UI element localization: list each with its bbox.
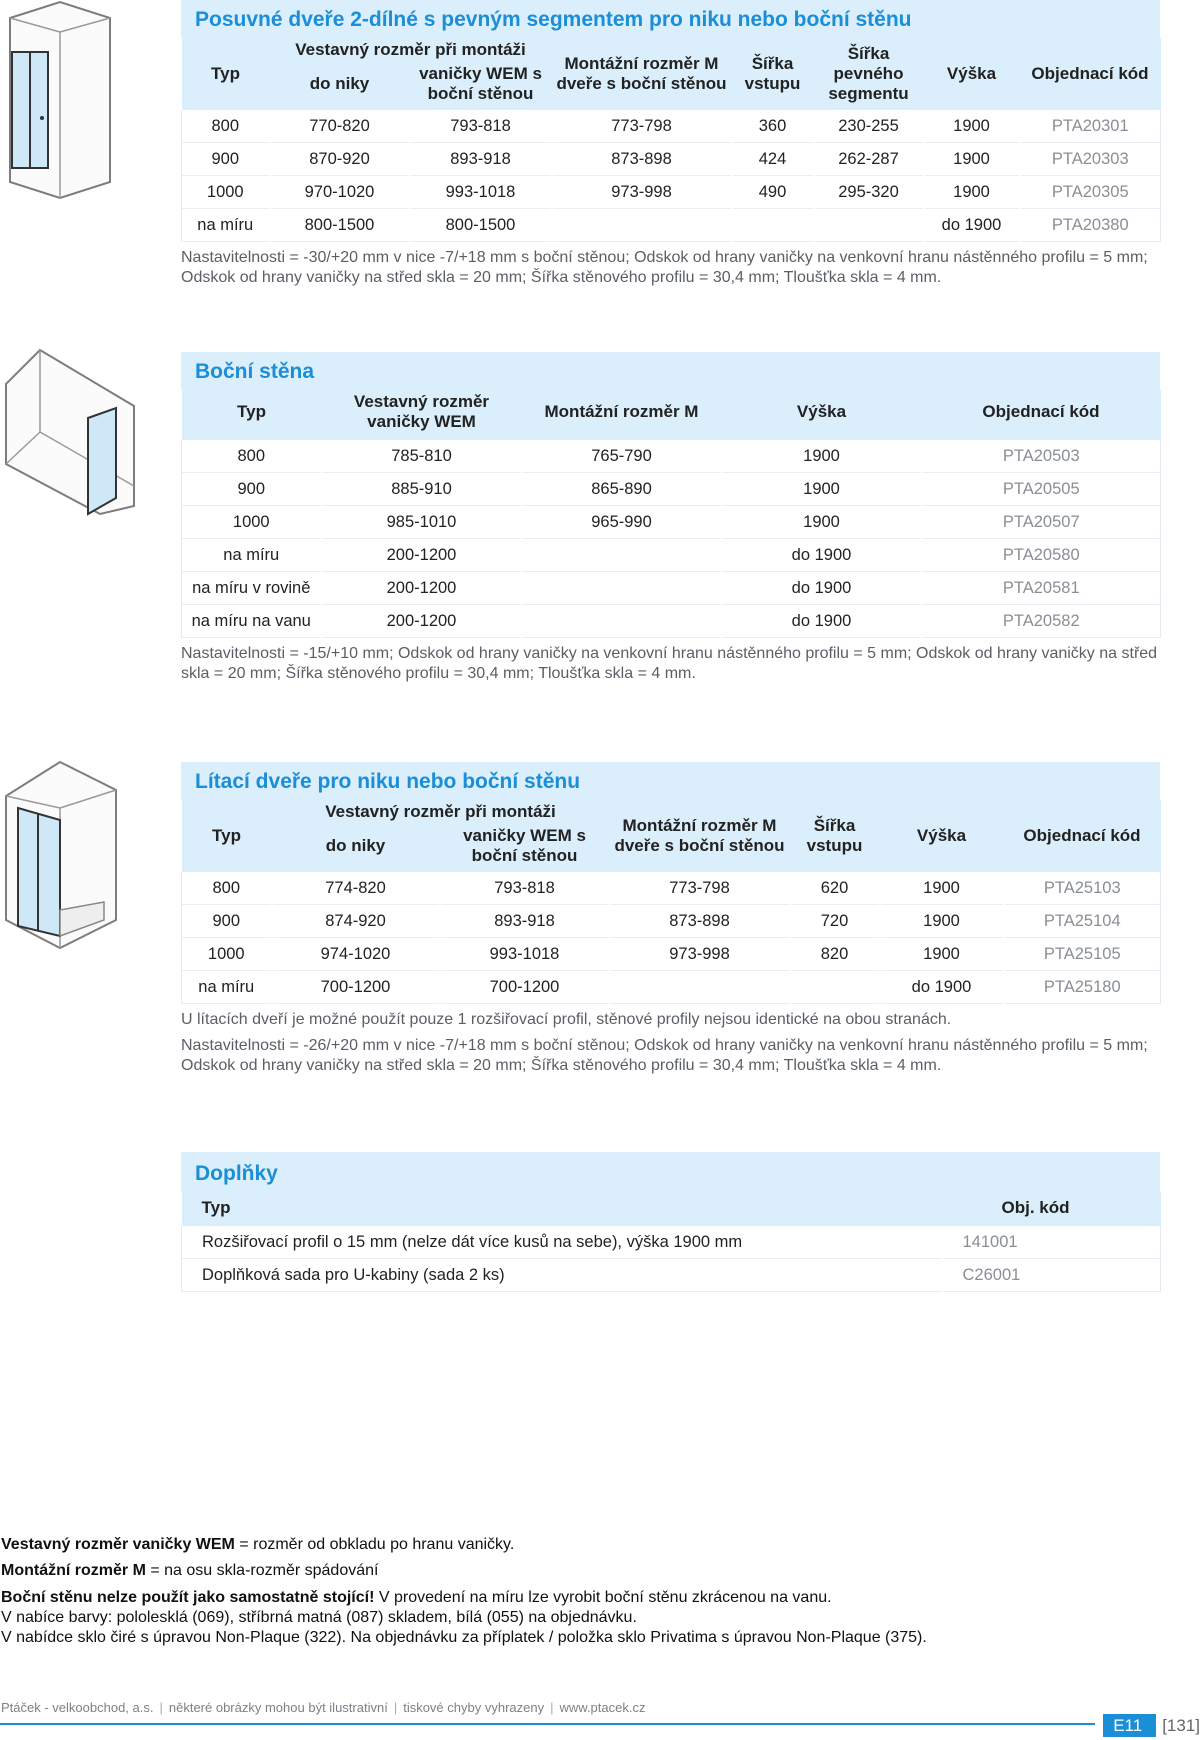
header-vestavny: Vestavný rozměr při montáži xyxy=(270,38,552,62)
footer-company: Ptáček - velkoobchod, a.s. xyxy=(1,1700,154,1715)
table-cell: 1000 xyxy=(182,176,270,209)
swing-door-note-1: U lítacích dveří je možné použít pouze 1 rozšiřovací profil, stěnové profily nejsou identické na obou stranách. xyxy=(181,1011,952,1028)
table-cell: 1900 xyxy=(880,872,1004,905)
swing-door-note-2: Nastavitelnosti = -26/+20 mm v nice -7/+18 mm s boční stěnou; Odskok od hrany vaničky na venkovní hranu nástěnného profilu = 5 mm; Odskok od hrany vaničky na střed skla = 20 mm; Šířka stěnového profilu = 30,4 mm; Tloušťka skla = 4 mm. xyxy=(181,1037,1148,1074)
header-vanicky: vaničky WEM s boční stěnou xyxy=(410,62,552,110)
header-kod: Objednací kód xyxy=(922,390,1161,440)
section-title: Doplňky xyxy=(181,1152,1160,1192)
table-cell: 424 xyxy=(732,143,814,176)
header-typ: Typ xyxy=(182,390,322,440)
page-number-box xyxy=(1103,1716,1200,1736)
table-cell xyxy=(610,971,790,1004)
table-cell: do 1900 xyxy=(722,605,922,638)
table-row xyxy=(182,605,1161,638)
header-vyska: Výška xyxy=(880,800,1004,872)
table-cell: 490 xyxy=(732,176,814,209)
table-cell: 774-820 xyxy=(272,872,440,905)
table-cell: 700-1200 xyxy=(272,971,440,1004)
side-wall-section xyxy=(181,352,1160,684)
header-do-niky: do niky xyxy=(272,824,440,872)
table-cell: do 1900 xyxy=(722,539,922,572)
sliding-door-rows xyxy=(182,110,1161,242)
order-code-cell: PTA20581 xyxy=(922,572,1161,605)
table-row xyxy=(182,110,1161,143)
table-cell: 870-920 xyxy=(270,143,410,176)
table-cell: 262-287 xyxy=(814,143,924,176)
product-image-side-wall xyxy=(0,346,140,516)
order-code-cell: PTA20505 xyxy=(922,473,1161,506)
table-cell: na míru xyxy=(182,539,322,572)
order-code-cell: PTA20582 xyxy=(922,605,1161,638)
swing-door-table xyxy=(181,800,1161,1004)
legend xyxy=(1,1532,1001,1648)
header-sirka-vstupu: Šířka vstupu xyxy=(732,38,814,110)
header-do-niky: do niky xyxy=(270,62,410,110)
sliding-door-note: Nastavitelnosti = -30/+20 mm v nice -7/+18 mm s boční stěnou; Odskok od hrany vaničky na venkovní hranu nástěnného profilu = 5 mm; Odskok od hrany vaničky na střed skla = 20 mm; Šířka stěnového profilu = 30,4 mm; Tloušťka skla = 4 mm. xyxy=(181,249,1148,286)
table-cell: do 1900 xyxy=(880,971,1004,1004)
table-cell: 900 xyxy=(182,905,272,938)
header-vanicky: vaničky WEM s boční stěnou xyxy=(440,824,610,872)
table-row xyxy=(182,440,1161,473)
table-row xyxy=(182,905,1161,938)
accessories-rows xyxy=(182,1226,1161,1292)
header-kod: Obj. kód xyxy=(942,1192,1161,1226)
side-wall-table xyxy=(181,390,1161,638)
table-cell: 765-790 xyxy=(522,440,722,473)
table-cell: 200-1200 xyxy=(322,539,522,572)
table-cell: do 1900 xyxy=(924,209,1020,242)
header-vestavny: Vestavný rozměr vaničky WEM xyxy=(322,390,522,440)
table-cell: 993-1018 xyxy=(440,938,610,971)
table-cell: na míru xyxy=(182,971,272,1004)
table-cell: 360 xyxy=(732,110,814,143)
table-cell xyxy=(522,572,722,605)
order-code-cell: PTA20503 xyxy=(922,440,1161,473)
table-cell: 820 xyxy=(790,938,880,971)
table-cell: 1900 xyxy=(924,110,1020,143)
sliding-door-table xyxy=(181,38,1161,242)
table-cell: 700-1200 xyxy=(440,971,610,1004)
table-cell: 1900 xyxy=(722,440,922,473)
side-wall-note: Nastavitelnosti = -15/+10 mm; Odskok od hrany vaničky na venkovní hranu nástěnného profilu = 5 mm; Odskok od hrany vaničky na střed skla = 20 mm; Šířka stěnového profilu = 30,4 mm; Tloušťka skla = 4 mm. xyxy=(181,645,1158,682)
table-cell: 800 xyxy=(182,872,272,905)
footer: Ptáček - velkoobchod, a.s. | některé obrázky mohou být ilustrativní | tiskové chyby vyhrazeny | www.ptacek.cz xyxy=(1,1700,646,1715)
table-cell: 893-918 xyxy=(440,905,610,938)
header-sirka-vstupu: Šířka vstupu xyxy=(790,800,880,872)
table-cell: 985-1010 xyxy=(322,506,522,539)
table-cell: 993-1018 xyxy=(410,176,552,209)
order-code-cell: PTA25105 xyxy=(1004,938,1161,971)
side-wall-rows xyxy=(182,440,1161,638)
section-title: Lítací dveře pro niku nebo boční stěnu xyxy=(181,762,1160,800)
table-cell: 973-998 xyxy=(552,176,732,209)
product-image-sliding-door xyxy=(0,0,115,200)
table-cell: 773-798 xyxy=(610,872,790,905)
table-cell: 885-910 xyxy=(322,473,522,506)
table-cell: 970-1020 xyxy=(270,176,410,209)
legend-text: V provedení na míru lze vyrobit boční stěnu zkrácenou na vanu. xyxy=(374,1589,832,1606)
table-cell: 1000 xyxy=(182,506,322,539)
table-cell: 900 xyxy=(182,143,270,176)
order-code-cell: PTA25180 xyxy=(1004,971,1161,1004)
table-cell: 865-890 xyxy=(522,473,722,506)
header-typ: Typ xyxy=(182,38,270,110)
sliding-door-section xyxy=(181,0,1160,288)
legend-line-2 xyxy=(1,1558,1001,1584)
table-row xyxy=(182,938,1161,971)
order-code-cell: PTA25104 xyxy=(1004,905,1161,938)
order-code-cell: PTA20507 xyxy=(922,506,1161,539)
table-cell: 295-320 xyxy=(814,176,924,209)
table-cell: Doplňková sada pro U-kabiny (sada 2 ks) xyxy=(182,1259,942,1292)
table-cell xyxy=(522,539,722,572)
table-cell xyxy=(552,209,732,242)
table-cell: 965-990 xyxy=(522,506,722,539)
table-row xyxy=(182,1259,1161,1292)
legend-line-4: V nabíce barvy: pololesklá (069), stříbrná matná (087) skladem, bílá (055) na objednávku. xyxy=(1,1609,637,1626)
footer-disclaimer-1: některé obrázky mohou být ilustrativní xyxy=(168,1700,388,1715)
table-cell: 793-818 xyxy=(410,110,552,143)
legend-line-3 xyxy=(1,1588,1001,1608)
table-cell: Rozšiřovací profil o 15 mm (nelze dát více kusů na sebe), výška 1900 mm xyxy=(182,1226,942,1259)
table-cell: 720 xyxy=(790,905,880,938)
table-cell: 770-820 xyxy=(270,110,410,143)
table-cell: 230-255 xyxy=(814,110,924,143)
accessories-section xyxy=(181,1152,1160,1292)
table-cell: 974-1020 xyxy=(272,938,440,971)
table-cell: 800-1500 xyxy=(270,209,410,242)
header-montazni: Montážní rozměr M dveře s boční stěnou xyxy=(610,800,790,872)
table-cell: 1900 xyxy=(880,905,1004,938)
order-code-cell: PTA20303 xyxy=(1020,143,1161,176)
header-montazni: Montážní rozměr M dveře s boční stěnou xyxy=(552,38,732,110)
legend-term: Montážní rozměr M xyxy=(1,1562,146,1579)
order-code-cell: PTA25103 xyxy=(1004,872,1161,905)
swing-door-section xyxy=(181,762,1160,1076)
table-cell: na míru v rovině xyxy=(182,572,322,605)
section-code-badge: E11 xyxy=(1103,1714,1156,1737)
table-cell xyxy=(790,971,880,1004)
table-row xyxy=(182,473,1161,506)
table-cell: 1900 xyxy=(880,938,1004,971)
table-cell xyxy=(732,209,814,242)
table-cell: 620 xyxy=(790,872,880,905)
table-row xyxy=(182,209,1161,242)
table-row xyxy=(182,971,1161,1004)
footer-disclaimer-2: tiskové chyby vyhrazeny xyxy=(403,1700,545,1715)
table-cell: 200-1200 xyxy=(322,605,522,638)
legend-term: Boční stěnu nelze použít jako samostatně stojící! xyxy=(1,1589,375,1606)
page-number: [131] xyxy=(1162,1716,1200,1735)
table-cell: 900 xyxy=(182,473,322,506)
order-code-cell: C26001 xyxy=(942,1259,1161,1292)
section-title: Posuvné dveře 2-dílné s pevným segmentem pro niku nebo boční stěnu xyxy=(181,0,1160,38)
header-kod: Objednací kód xyxy=(1004,800,1161,872)
table-cell: do 1900 xyxy=(722,572,922,605)
legend-term: Vestavný rozměr vaničky WEM xyxy=(1,1536,235,1553)
legend-line-1 xyxy=(1,1532,1001,1558)
table-cell: na míru xyxy=(182,209,270,242)
table-cell: 800-1500 xyxy=(410,209,552,242)
table-cell: 793-818 xyxy=(440,872,610,905)
table-cell: 873-898 xyxy=(610,905,790,938)
header-montazni: Montážní rozměr M xyxy=(522,390,722,440)
header-kod: Objednací kód xyxy=(1020,38,1161,110)
header-vestavny: Vestavný rozměr při montáži xyxy=(272,800,610,824)
order-code-cell: PTA20380 xyxy=(1020,209,1161,242)
table-cell: 1000 xyxy=(182,938,272,971)
table-cell: 873-898 xyxy=(552,143,732,176)
table-cell: 1900 xyxy=(722,506,922,539)
table-cell: 785-810 xyxy=(322,440,522,473)
order-code-cell: PTA20301 xyxy=(1020,110,1161,143)
legend-text: = rozměr od obkladu po hranu vaničky. xyxy=(234,1536,515,1553)
accessories-table xyxy=(181,1192,1161,1292)
footer-web-link[interactable]: www.ptacek.cz xyxy=(559,1700,646,1715)
table-cell: 773-798 xyxy=(552,110,732,143)
table-cell: 1900 xyxy=(924,176,1020,209)
footer-rule xyxy=(0,1723,1095,1725)
header-vyska: Výška xyxy=(924,38,1020,110)
legend-line-5: V nabídce sklo čiré s úpravou Non-Plaque (322). Na objednávku za příplatek / položka sklo Privatima s úpravou Non-Plaque (375). xyxy=(1,1629,927,1646)
order-code-cell: PTA20305 xyxy=(1020,176,1161,209)
table-cell: na míru na vanu xyxy=(182,605,322,638)
section-title: Boční stěna xyxy=(181,352,1160,390)
order-code-cell: 141001 xyxy=(942,1226,1161,1259)
table-row xyxy=(182,506,1161,539)
table-cell xyxy=(522,605,722,638)
table-cell: 874-920 xyxy=(272,905,440,938)
legend-text: = na osu skla-rozměr spádování xyxy=(145,1562,379,1579)
table-row xyxy=(182,572,1161,605)
table-row xyxy=(182,176,1161,209)
table-row xyxy=(182,539,1161,572)
table-cell: 893-918 xyxy=(410,143,552,176)
table-row xyxy=(182,1226,1161,1259)
table-cell xyxy=(814,209,924,242)
table-cell: 973-998 xyxy=(610,938,790,971)
table-cell: 800 xyxy=(182,110,270,143)
header-vyska: Výška xyxy=(722,390,922,440)
table-row xyxy=(182,872,1161,905)
header-sirka-segmentu: Šířka pevného segmentu xyxy=(814,38,924,110)
swing-door-rows xyxy=(182,872,1161,1004)
product-image-swing-door xyxy=(0,760,120,950)
table-row xyxy=(182,143,1161,176)
table-cell: 1900 xyxy=(924,143,1020,176)
table-cell: 1900 xyxy=(722,473,922,506)
header-typ: Typ xyxy=(182,800,272,872)
order-code-cell: PTA20580 xyxy=(922,539,1161,572)
header-typ: Typ xyxy=(182,1192,942,1226)
table-cell: 200-1200 xyxy=(322,572,522,605)
table-cell: 800 xyxy=(182,440,322,473)
